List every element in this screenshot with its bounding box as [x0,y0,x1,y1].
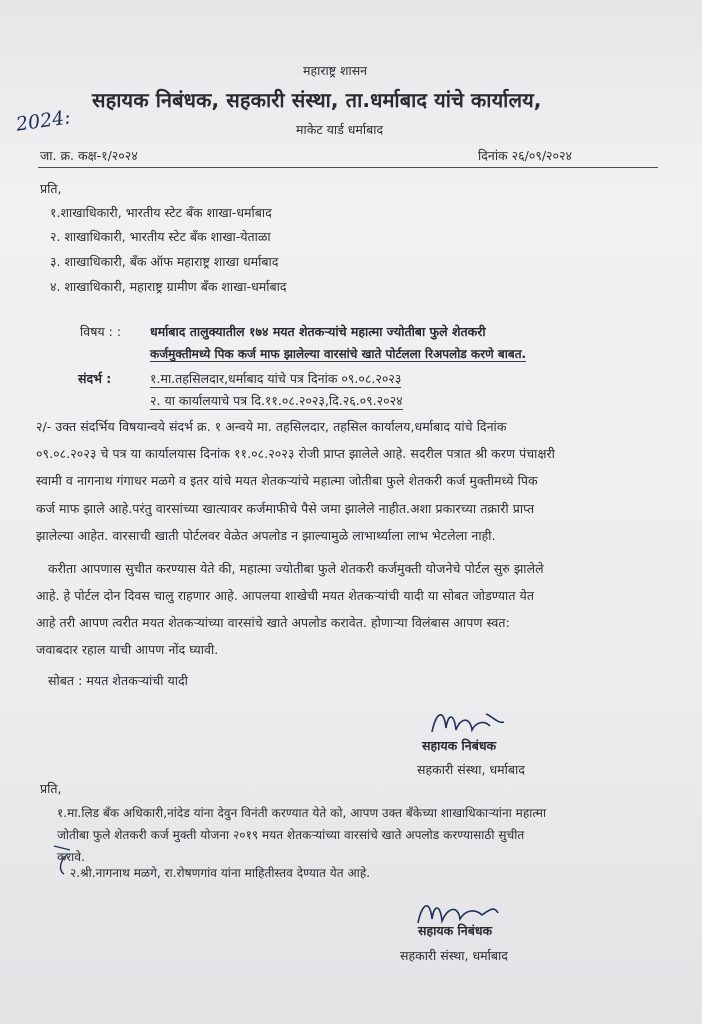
letter-date: दिनांक २६/०९/२०२४ [478,148,573,163]
reference-label: संदर्भ : [78,371,112,386]
paragraph-2-line-1: करीता आपणास सुचीत करण्यास येते की, महात्मा ज्योतीबा फुले शेतकरी कर्जमुक्ती योजनेचे पोर्टल सुरु झालेले [48,561,544,576]
reference-item-1: १.मा.तहसिलदार,धर्माबाद यांचे पत्र दिनांक ०९.०८.२०२३ [150,371,402,386]
reference-number: जा. क्र. कक्ष-१/२०२४ [40,148,138,163]
signature-2-dept: सहकारी संस्था, धर्माबाद [400,948,508,963]
copy-line-2: जोतीबा फुले शेतकरी कर्ज मुक्ती योजना २०१९ मयत शेतकऱ्यांच्या वारसांचे खाते अपलोड करण्यासाठी सुचीत [57,828,525,842]
to-label: प्रति, [40,181,62,196]
government-name: महाराष्ट्र शासन [303,63,368,78]
handwritten-year: 2024: [14,106,72,136]
signature-1-dept: सहकारी संस्था, धर्माबाद [417,762,525,777]
subject-line-2: कर्जमुक्तीमध्ये पिक कर्ज माफ झालेल्या वारसांचे खाते पोर्टलला रिअपलोड करणे बाबत. [150,347,527,361]
copy-line-cc2: २.श्री.नागनाथ मळगे, रा.रोषणगांव यांना माहितीस्तव देण्यात येत आहे. [70,866,371,880]
paragraph-1-line-1: २/- उक्त संदर्भिय विषयान्वये संदर्भ क्र. १ अन्वये मा. तहसिलदार, तहसिल कार्यालय,धर्माबाद यांचे दिनांक [36,419,507,434]
copy-tick-mark [50,840,90,880]
recipient-1: १.शाखाधिकारी, भारतीय स्टेट बँक शाखा-धर्माबाद [50,205,272,220]
enclosure-note: सोबत : मयत शेतकऱ्यांची यादी [48,673,188,688]
recipient-4: ४. शाखाधिकारी, महाराष्ट्र ग्रामीण बँक शाखा-धर्माबाद [50,279,287,294]
recipient-2: २. शाखाधिकारी, भारतीय स्टेट बँक शाखा-येताळा [50,229,271,244]
paragraph-2-line-2: आहे. हे पोर्टल दोन दिवस चालु राहणार आहे. आपलया शाखेची मयत शेतकऱ्यांची यादी या सोबत जोडण्यात येत [36,588,535,603]
paragraph-2-line-3: आहे तरी आपण त्वरीत मयत शेतकऱ्यांच्या वारसांचे खाते अपलोड करावेत. होणाऱ्या विलंबास आपण स्वत: [36,615,510,630]
copy-to-label: प्रति, [40,781,62,796]
copy-line-1: १.मा.लिड बँक अधिकारी,नांदेड यांना देवुन विनंती करण्यात येते को, आपण उक्त बँकेच्या शाखाधिकाऱ्यांना महात्मा [57,806,547,820]
paragraph-2-line-4: जवाबदार रहाल याची आपण नोंद घ्यावी. [36,642,219,657]
paragraph-1-line-4: कर्ज माफ झाले आहे.परंतु वारसांच्या खात्यावर कर्जमाफीचे पैसे जमा झालेले नाहीत.अशा प्रकारच्या तक्रारी प्राप्त [36,501,535,516]
subject-label: विषय : : [80,324,122,339]
paragraph-1-line-5: झालेल्या आहेत. वारसाची खाती पोर्टलवर वेळेत अपलोड न झाल्यामुळे लाभार्थ्याला लाभ भेटलेला नाही. [36,528,496,543]
signature-2-title: सहायक निबंधक [418,923,493,938]
subject-line-1: धर्माबाद तालुक्यातील १७४ मयत शेतकऱ्यांचे महात्मा ज्योतीबा फुले शेतकरी [150,324,486,339]
paragraph-1-line-2: ०९.०८.२०२३ चे पत्र या कार्यालयास दिनांक ११.०८.२०२३ रोजी प्राप्त झालेले आहे. सदरील पत्रात श्री करण पंचाक्षरी [36,446,555,461]
reference-item-2: २. या कार्यालयाचे पत्र दि.११.०८.२०२३,दि.२६.०९.२०२४ [150,393,403,408]
copy-line-3: करावे. [57,850,85,864]
office-address: माकेट यार्ड धर्माबाद [296,122,384,137]
office-title: सहायक निबंधक, सहकारी संस्था, ता.धर्माबाद यांचे कार्यालय, [92,88,542,112]
signature-1-title: सहायक निबंधक [422,738,497,753]
header-divider [38,167,658,168]
recipient-3: ३. शाखाधिकारी, बँक ऑफ महाराष्ट्र शाखा धर्माबाद [50,254,279,269]
paragraph-1-line-3: स्वामी व नागनाथ गंगाधर मळगे व इतर यांचे मयत शेतकऱ्यांचे महात्मा जोतीबा फुले शेतकरी कर्ज मुक्तीमध्ये पिक [36,473,538,488]
